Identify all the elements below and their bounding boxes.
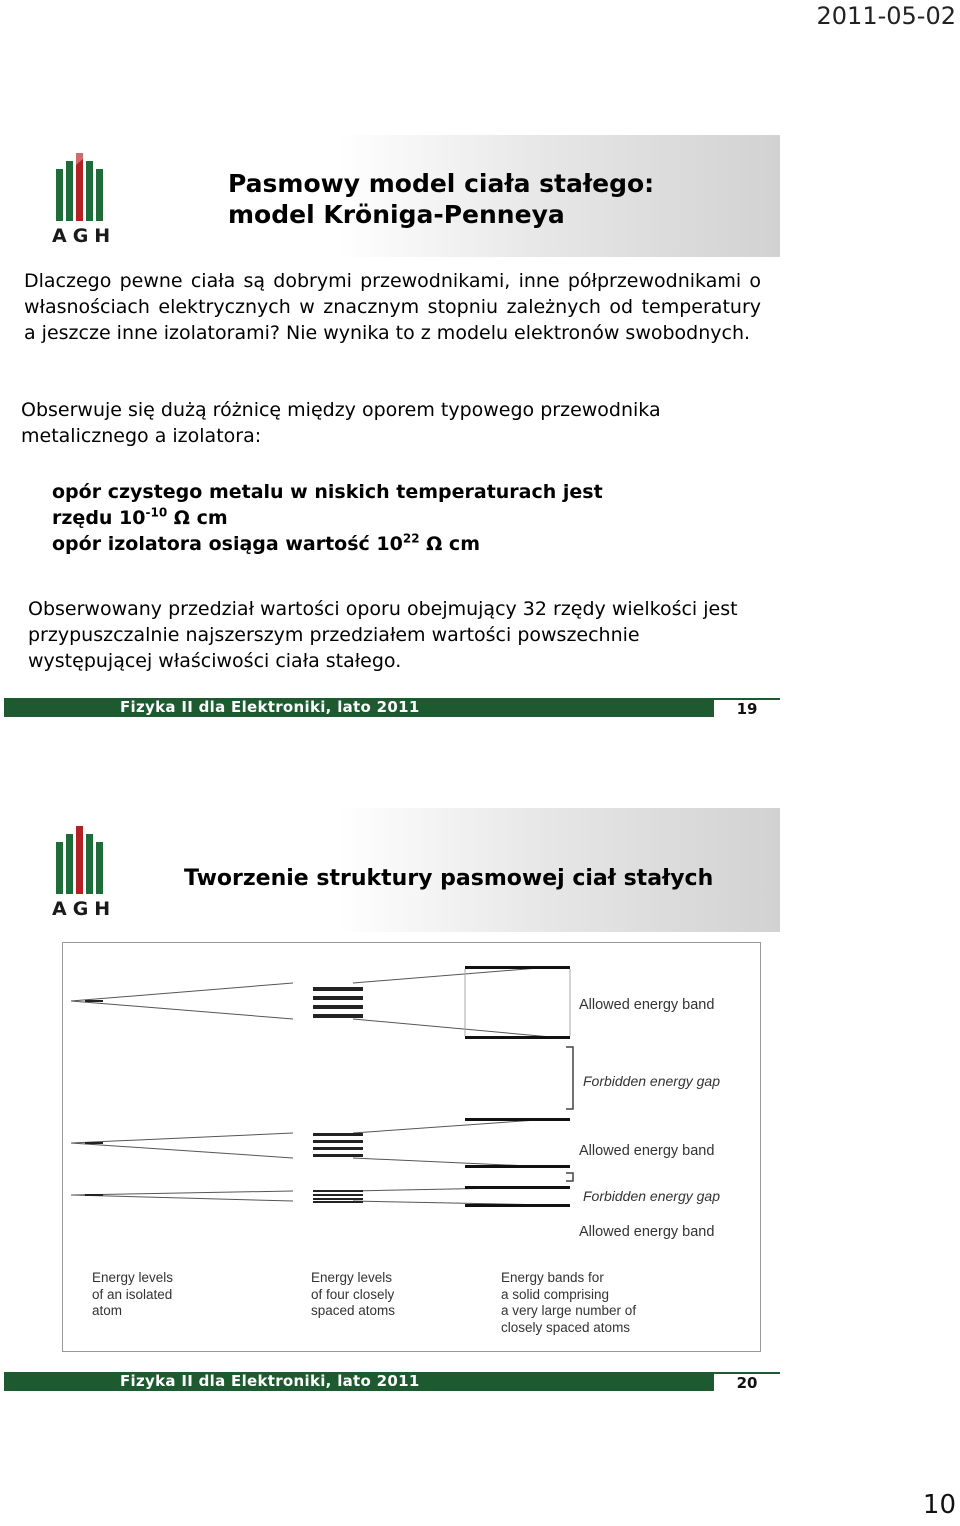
slide-header [16,135,780,257]
caption-solid: Energy bands for a solid comprising a very large number of closely spaced atoms [501,1270,637,1335]
title-line-1: Pasmowy model ciała stałego: [228,169,655,198]
page-number: 10 [922,1490,956,1520]
label-allowed-band-3: Allowed energy band [579,1224,715,1240]
slide-title: Tworzenie struktury pasmowej ciał stałych [184,866,714,891]
agh-logo [50,147,120,247]
resistance-values [52,479,712,557]
footer-course: Fizyka II dla Elektroniki, lato 2011 [120,698,420,716]
label-allowed-band-2: Allowed energy band [579,1143,715,1159]
slide-number: 19 [714,700,780,717]
caption-four-atoms: Energy levels of four closely spaced atoms [311,1270,396,1318]
footer-course: Fizyka II dla Elektroniki, lato 2011 [120,1372,420,1390]
page-date: 2011-05-02 [816,2,956,30]
slide-title [228,168,654,230]
paragraph-observation: Obserwuje się dużą różnicę między oporem typowego przewodnika metalicznego a izolatora: [21,399,661,447]
metal-resistance-value: rzędu $10^{-10}$ Ω cm [52,505,228,529]
insulator-resistance-value: opór izolatora osiąga wartość $10^{22}$ Ω cm [52,531,480,555]
slide-19 [0,135,780,717]
agh-logo-text: AGH [52,898,117,920]
band-formation-figure [62,942,761,1352]
paragraph-conclusion: Obserwowany przedział wartości oporu obejmujący 32 rzędy wielkości jest przypuszczalnie najszerszym przedziałem wartości powszechnie występującej właściwości ciała stałego. [28,598,738,672]
agh-logo-icon [54,151,110,221]
label-forbidden-gap-2: Forbidden energy gap [583,1188,720,1204]
metal-resistance-line: opór czystego metalu w niskich temperaturach jest [52,481,603,503]
agh-logo [50,820,120,920]
slide-footer [4,698,780,717]
agh-logo-text: AGH [52,225,117,247]
paragraph-intro: Dlaczego pewne ciała są dobrymi przewodnikami, inne półprzewodnikami o własnościach elektrycznych w znacznym stopniu zależnych od temperatury a jeszcze inne izolatorami? Nie wynika to z modelu elektronów swobodnych. [24,270,761,344]
slide-header [16,808,780,932]
label-forbidden-gap-1: Forbidden energy gap [583,1073,720,1089]
agh-logo-icon [54,824,110,894]
label-allowed-band-1: Allowed energy band [579,997,715,1013]
caption-isolated-atom: Energy levels of an isolated atom [92,1270,174,1318]
slide-number: 20 [714,1374,780,1391]
slide-footer [4,1372,780,1391]
title-line-2: model Kröniga-Penneya [228,200,565,229]
slide-20 [0,808,780,1391]
